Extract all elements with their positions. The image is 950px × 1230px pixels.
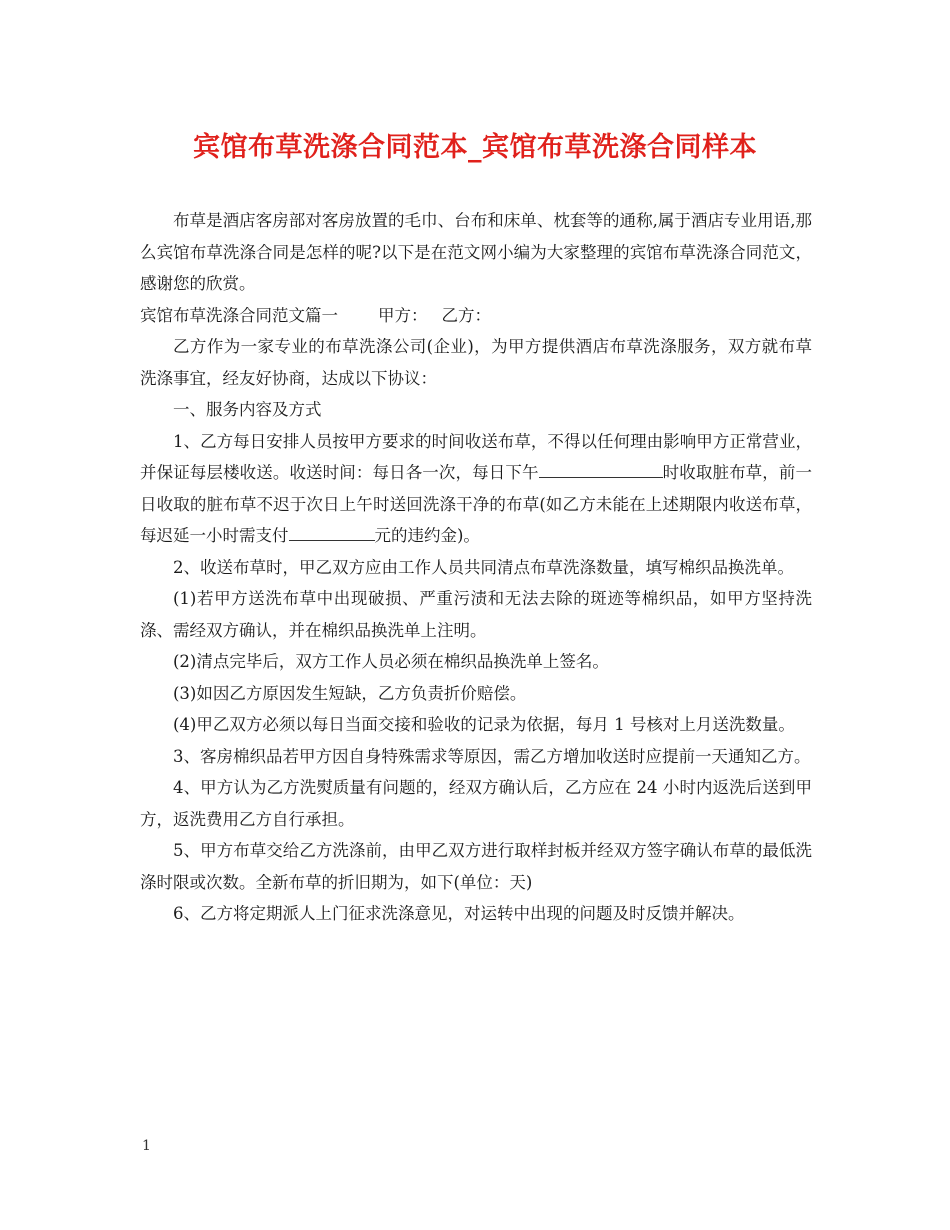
clause-2-1: (1)若甲方送洗布草中出现破损、严重污渍和无法去除的斑迹等棉织品，如甲方坚持洗涤、需经双方确认，并在棉织品换洗单上注明。 (140, 589, 812, 640)
party-b-label: 乙方： (441, 305, 491, 325)
clause-4: 4、甲方认为乙方洗熨质量有问题的，经双方确认后，乙方应在 24 小时内返洗后送到甲方，返洗费用乙方自行承担。 (140, 778, 812, 829)
document-title: 宾馆布草洗涤合同范本_宾馆布草洗涤合同样本 (193, 132, 757, 163)
section-heading: 一、服务内容及方式 (173, 400, 322, 419)
clause-1-text-b: 时收取脏布草，前一日收取的脏布草不迟于次日上午时送回洗涤干净的布草(如乙方未能在上述期限内收送布草，每迟延一小时需支付 (140, 463, 813, 545)
document-body (140, 205, 812, 930)
clause-1-text-a: 1、乙方每日安排人员按甲方要求的时间收送布草，不得以任何理由影响甲方正常营业，并保证每层楼收送。收送时间：每日各一次，每日下午 (140, 431, 812, 482)
clause-1 (140, 426, 812, 552)
clause-2: 2、收送布草时，甲乙双方应由工作人员共同清点布草洗涤数量，填写棉织品换洗单。 (173, 557, 794, 577)
clause-2-2: (2)清点完毕后，双方工作人员必须在棉织品换洗单上签名。 (173, 652, 609, 671)
blank-field-penalty (289, 522, 375, 541)
sample-heading-line (140, 300, 812, 332)
clause-3: 3、客房棉织品若甲方因自身特殊需求等原因，需乙方增加收送时应提前一天通知乙方。 (173, 746, 811, 766)
intro-paragraph: 布草是酒店客房部对客房放置的毛巾、台布和床单、枕套等的通称,属于酒店专业用语,那么宾馆布草洗涤合同是怎样的呢?以下是在范文网小编为大家整理的宾馆布草洗涤合同范文，感谢您的欣赏。 (140, 211, 812, 293)
clause-2-4: (4)甲乙双方必须以每日当面交接和验收的记录为依据，每月 1 号核对上月送洗数量。 (173, 715, 795, 734)
party-a-label: 甲方： (378, 305, 428, 325)
preamble-paragraph: 乙方作为一家专业的布草洗涤公司(企业)，为甲方提供酒店布草洗涤服务，双方就布草洗涤事宜，经友好协商，达成以下协议： (140, 337, 812, 388)
blank-field-time (539, 459, 663, 478)
clause-6: 6、乙方将定期派人上门征求洗涤意见，对运转中出现的问题及时反馈并解决。 (173, 904, 745, 923)
clause-2-3: (3)如因乙方原因发生短缺，乙方负责折价赔偿。 (173, 683, 527, 703)
sample-heading: 宾馆布草洗涤合同范文篇一 (140, 305, 338, 325)
page-number: 1 (142, 1138, 151, 1154)
clause-5: 5、甲方布草交给乙方洗涤前，由甲乙双方进行取样封板并经双方签字确认布草的最低洗涤时限或次数。全新布草的折旧期为，如下(单位：天) (140, 841, 812, 892)
clause-1-text-c: 元的违约金)。 (374, 526, 480, 545)
